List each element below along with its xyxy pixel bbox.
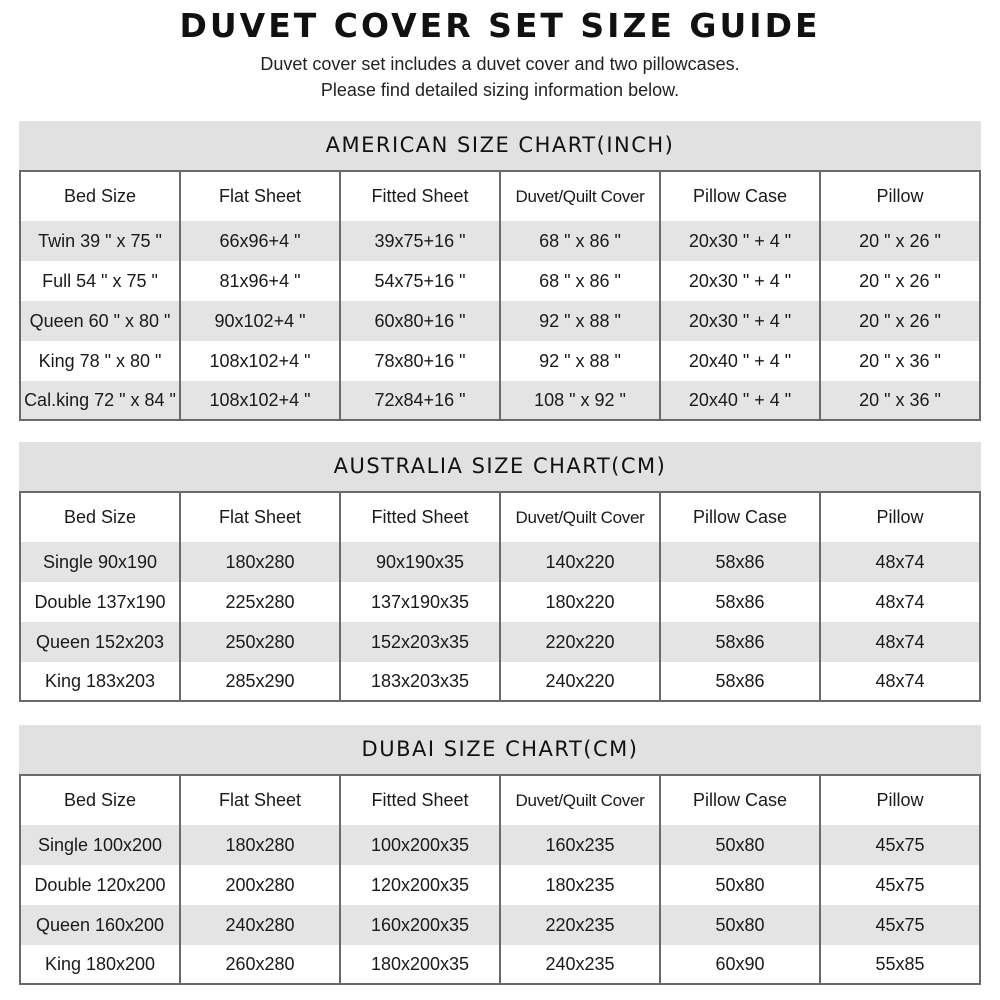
cell-flat-sheet: 180x280 bbox=[180, 542, 340, 582]
cell-pillow: 48x74 bbox=[820, 622, 980, 662]
cell-bed-size: King 180x200 bbox=[20, 945, 180, 984]
cell-duvet-cover: 108 " x 92 " bbox=[500, 381, 660, 420]
cell-duvet-cover: 180x220 bbox=[500, 582, 660, 622]
table-row bbox=[20, 261, 980, 301]
cell-fitted-sheet: 78x80+16 " bbox=[340, 341, 500, 381]
cell-fitted-sheet: 152x203x35 bbox=[340, 622, 500, 662]
table-row bbox=[20, 622, 980, 662]
cell-duvet-cover: 240x235 bbox=[500, 945, 660, 984]
header-pillow: Pillow bbox=[820, 171, 980, 221]
cell-flat-sheet: 200x280 bbox=[180, 865, 340, 905]
subtitle-line-2: Please find detailed sizing information below. bbox=[320, 80, 680, 100]
cell-flat-sheet: 81x96+4 " bbox=[180, 261, 340, 301]
subtitle-line-1: Duvet cover set includes a duvet cover and two pillowcases. bbox=[260, 54, 740, 74]
cell-pillow-case: 60x90 bbox=[660, 945, 820, 984]
cell-bed-size: Single 100x200 bbox=[20, 825, 180, 865]
table-row bbox=[20, 945, 980, 984]
cell-pillow: 20 " x 36 " bbox=[820, 341, 980, 381]
american-chart-title: AMERICAN SIZE CHART(INCH) bbox=[19, 121, 981, 170]
cell-duvet-cover: 140x220 bbox=[500, 542, 660, 582]
cell-fitted-sheet: 180x200x35 bbox=[340, 945, 500, 984]
cell-bed-size: Full 54 " x 75 " bbox=[20, 261, 180, 301]
cell-pillow-case: 20x30 " + 4 " bbox=[660, 221, 820, 261]
cell-flat-sheet: 180x280 bbox=[180, 825, 340, 865]
cell-fitted-sheet: 39x75+16 " bbox=[340, 221, 500, 261]
table-row bbox=[20, 662, 980, 701]
cell-bed-size: King 78 " x 80 " bbox=[20, 341, 180, 381]
header-pillow: Pillow bbox=[820, 492, 980, 542]
cell-pillow: 48x74 bbox=[820, 542, 980, 582]
cell-flat-sheet: 260x280 bbox=[180, 945, 340, 984]
header-duvet-cover: Duvet/Quilt Cover bbox=[500, 775, 660, 825]
australia-chart-title: AUSTRALIA SIZE CHART(CM) bbox=[19, 442, 981, 491]
cell-duvet-cover: 160x235 bbox=[500, 825, 660, 865]
dubai-size-chart bbox=[19, 725, 981, 985]
cell-duvet-cover: 220x220 bbox=[500, 622, 660, 662]
table-row bbox=[20, 341, 980, 381]
dubai-size-table bbox=[19, 774, 981, 985]
table-row bbox=[20, 865, 980, 905]
cell-flat-sheet: 225x280 bbox=[180, 582, 340, 622]
table-row bbox=[20, 221, 980, 261]
cell-pillow: 20 " x 26 " bbox=[820, 261, 980, 301]
cell-bed-size: Double 120x200 bbox=[20, 865, 180, 905]
cell-fitted-sheet: 72x84+16 " bbox=[340, 381, 500, 420]
cell-pillow: 45x75 bbox=[820, 905, 980, 945]
cell-pillow-case: 50x80 bbox=[660, 905, 820, 945]
cell-pillow-case: 58x86 bbox=[660, 542, 820, 582]
australia-size-chart bbox=[19, 442, 981, 702]
cell-pillow: 48x74 bbox=[820, 582, 980, 622]
cell-pillow-case: 20x30 " + 4 " bbox=[660, 261, 820, 301]
header-bed-size: Bed Size bbox=[20, 492, 180, 542]
cell-bed-size: Twin 39 " x 75 " bbox=[20, 221, 180, 261]
cell-duvet-cover: 68 " x 86 " bbox=[500, 221, 660, 261]
cell-flat-sheet: 108x102+4 " bbox=[180, 341, 340, 381]
cell-flat-sheet: 285x290 bbox=[180, 662, 340, 701]
table-header-row bbox=[20, 775, 980, 825]
header-bed-size: Bed Size bbox=[20, 171, 180, 221]
table-row bbox=[20, 542, 980, 582]
cell-fitted-sheet: 120x200x35 bbox=[340, 865, 500, 905]
cell-fitted-sheet: 60x80+16 " bbox=[340, 301, 500, 341]
header-bed-size: Bed Size bbox=[20, 775, 180, 825]
cell-fitted-sheet: 90x190x35 bbox=[340, 542, 500, 582]
cell-pillow: 55x85 bbox=[820, 945, 980, 984]
cell-bed-size: Cal.king 72 " x 84 " bbox=[20, 381, 180, 420]
cell-pillow-case: 58x86 bbox=[660, 662, 820, 701]
cell-pillow-case: 20x40 " + 4 " bbox=[660, 341, 820, 381]
cell-duvet-cover: 92 " x 88 " bbox=[500, 301, 660, 341]
cell-duvet-cover: 92 " x 88 " bbox=[500, 341, 660, 381]
american-size-chart bbox=[19, 121, 981, 421]
table-row bbox=[20, 905, 980, 945]
cell-pillow-case: 58x86 bbox=[660, 622, 820, 662]
header-pillow-case: Pillow Case bbox=[660, 775, 820, 825]
header-flat-sheet: Flat Sheet bbox=[180, 171, 340, 221]
cell-bed-size: Queen 60 " x 80 " bbox=[20, 301, 180, 341]
cell-pillow: 20 " x 26 " bbox=[820, 221, 980, 261]
table-row bbox=[20, 825, 980, 865]
cell-duvet-cover: 240x220 bbox=[500, 662, 660, 701]
header-pillow-case: Pillow Case bbox=[660, 171, 820, 221]
cell-bed-size: Single 90x190 bbox=[20, 542, 180, 582]
table-row bbox=[20, 582, 980, 622]
cell-flat-sheet: 250x280 bbox=[180, 622, 340, 662]
american-size-table bbox=[19, 170, 981, 421]
cell-pillow: 20 " x 26 " bbox=[820, 301, 980, 341]
cell-pillow-case: 20x30 " + 4 " bbox=[660, 301, 820, 341]
table-header-row bbox=[20, 492, 980, 542]
header-fitted-sheet: Fitted Sheet bbox=[340, 171, 500, 221]
header-duvet-cover: Duvet/Quilt Cover bbox=[500, 492, 660, 542]
cell-pillow-case: 50x80 bbox=[660, 825, 820, 865]
cell-bed-size: Queen 160x200 bbox=[20, 905, 180, 945]
cell-fitted-sheet: 100x200x35 bbox=[340, 825, 500, 865]
cell-pillow: 45x75 bbox=[820, 865, 980, 905]
header-fitted-sheet: Fitted Sheet bbox=[340, 775, 500, 825]
cell-duvet-cover: 220x235 bbox=[500, 905, 660, 945]
cell-pillow-case: 20x40 " + 4 " bbox=[660, 381, 820, 420]
cell-fitted-sheet: 183x203x35 bbox=[340, 662, 500, 701]
table-row bbox=[20, 381, 980, 420]
header-fitted-sheet: Fitted Sheet bbox=[340, 492, 500, 542]
page-title: DUVET COVER SET SIZE GUIDE bbox=[179, 6, 821, 45]
cell-fitted-sheet: 54x75+16 " bbox=[340, 261, 500, 301]
cell-pillow-case: 58x86 bbox=[660, 582, 820, 622]
header-duvet-cover: Duvet/Quilt Cover bbox=[500, 171, 660, 221]
cell-flat-sheet: 240x280 bbox=[180, 905, 340, 945]
cell-flat-sheet: 66x96+4 " bbox=[180, 221, 340, 261]
cell-fitted-sheet: 160x200x35 bbox=[340, 905, 500, 945]
cell-flat-sheet: 90x102+4 " bbox=[180, 301, 340, 341]
cell-pillow: 20 " x 36 " bbox=[820, 381, 980, 420]
cell-pillow: 45x75 bbox=[820, 825, 980, 865]
header-flat-sheet: Flat Sheet bbox=[180, 492, 340, 542]
australia-size-table bbox=[19, 491, 981, 702]
table-row bbox=[20, 301, 980, 341]
cell-bed-size: Queen 152x203 bbox=[20, 622, 180, 662]
cell-duvet-cover: 180x235 bbox=[500, 865, 660, 905]
header-pillow-case: Pillow Case bbox=[660, 492, 820, 542]
table-header-row bbox=[20, 171, 980, 221]
cell-bed-size: King 183x203 bbox=[20, 662, 180, 701]
cell-fitted-sheet: 137x190x35 bbox=[340, 582, 500, 622]
cell-bed-size: Double 137x190 bbox=[20, 582, 180, 622]
cell-flat-sheet: 108x102+4 " bbox=[180, 381, 340, 420]
cell-duvet-cover: 68 " x 86 " bbox=[500, 261, 660, 301]
header-pillow: Pillow bbox=[820, 775, 980, 825]
header-flat-sheet: Flat Sheet bbox=[180, 775, 340, 825]
cell-pillow-case: 50x80 bbox=[660, 865, 820, 905]
cell-pillow: 48x74 bbox=[820, 662, 980, 701]
dubai-chart-title: DUBAI SIZE CHART(CM) bbox=[19, 725, 981, 774]
